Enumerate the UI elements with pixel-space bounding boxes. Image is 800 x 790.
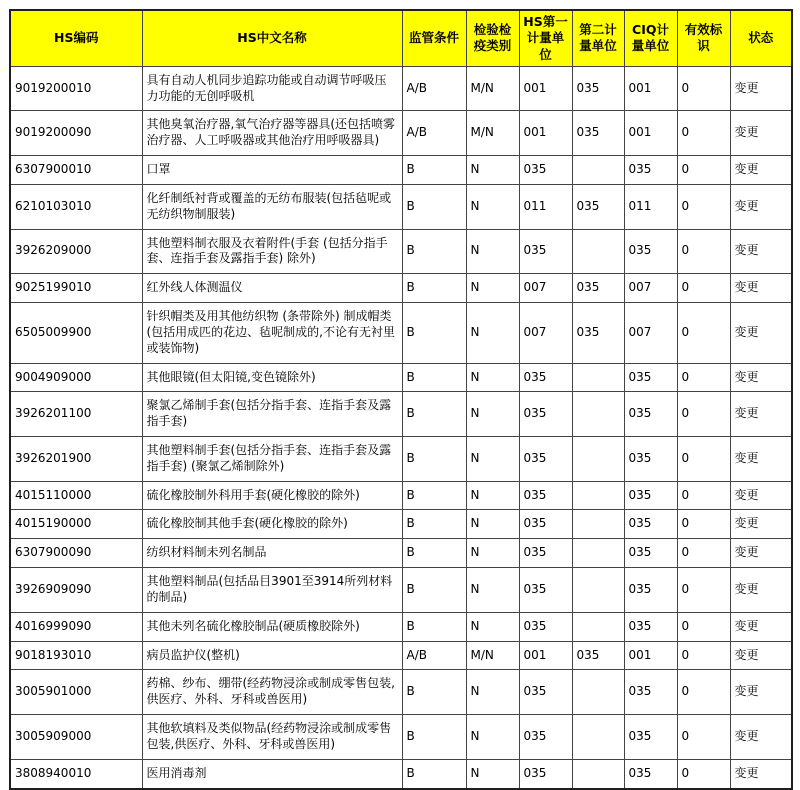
- cell-hs_unit1: 035: [519, 670, 572, 715]
- cell-hs_name: 红外线人体测温仪: [142, 274, 402, 303]
- cell-unit2: [572, 481, 624, 510]
- table-row: [10, 715, 792, 760]
- cell-inspection: N: [466, 670, 519, 715]
- cell-ciq_unit: 007: [624, 303, 677, 363]
- cell-hs_code: 6307900090: [10, 539, 142, 568]
- cell-hs_unit1: 035: [519, 759, 572, 788]
- cell-hs_name: 其他塑料制手套(包括分指手套、连指手套及露指手套) (聚氯乙烯制除外): [142, 437, 402, 482]
- cell-supervision: B: [402, 510, 466, 539]
- cell-hs_unit1: 035: [519, 392, 572, 437]
- table-row: [10, 641, 792, 670]
- cell-hs_unit1: 035: [519, 539, 572, 568]
- cell-valid_flag: 0: [677, 156, 730, 185]
- cell-valid_flag: 0: [677, 184, 730, 229]
- cell-ciq_unit: 035: [624, 229, 677, 274]
- column-header-hs_unit1: HS第一计量单位: [519, 10, 572, 66]
- table-row: [10, 437, 792, 482]
- cell-unit2: [572, 568, 624, 613]
- cell-status: 变更: [730, 715, 792, 760]
- cell-unit2: [572, 759, 624, 788]
- cell-status: 变更: [730, 184, 792, 229]
- cell-supervision: B: [402, 670, 466, 715]
- cell-status: 变更: [730, 229, 792, 274]
- table-row: [10, 568, 792, 613]
- cell-hs_name: 化纤制纸衬背或覆盖的无纺布服装(包括毡呢或无纺织物制服装): [142, 184, 402, 229]
- cell-valid_flag: 0: [677, 481, 730, 510]
- cell-status: 变更: [730, 363, 792, 392]
- cell-hs_code: 9004909000: [10, 363, 142, 392]
- cell-ciq_unit: 035: [624, 363, 677, 392]
- cell-supervision: B: [402, 156, 466, 185]
- cell-valid_flag: 0: [677, 612, 730, 641]
- cell-hs_unit1: 035: [519, 156, 572, 185]
- cell-supervision: B: [402, 481, 466, 510]
- cell-status: 变更: [730, 303, 792, 363]
- cell-supervision: B: [402, 274, 466, 303]
- cell-unit2: 035: [572, 184, 624, 229]
- cell-unit2: [572, 392, 624, 437]
- cell-status: 变更: [730, 539, 792, 568]
- cell-hs_name: 药棉、纱布、绷带(经药物浸涂或制成零售包装,供医疗、外科、牙科或兽医用): [142, 670, 402, 715]
- table-header: [10, 10, 792, 66]
- cell-inspection: M/N: [466, 641, 519, 670]
- hs-code-table: [9, 9, 793, 790]
- table-row: [10, 111, 792, 156]
- cell-status: 变更: [730, 612, 792, 641]
- cell-hs_code: 4015190000: [10, 510, 142, 539]
- cell-hs_unit1: 035: [519, 481, 572, 510]
- cell-valid_flag: 0: [677, 392, 730, 437]
- cell-hs_unit1: 001: [519, 111, 572, 156]
- cell-hs_code: 6210103010: [10, 184, 142, 229]
- cell-hs_name: 口罩: [142, 156, 402, 185]
- cell-supervision: B: [402, 612, 466, 641]
- cell-ciq_unit: 035: [624, 612, 677, 641]
- column-header-status: 状态: [730, 10, 792, 66]
- cell-hs_unit1: 035: [519, 715, 572, 760]
- cell-valid_flag: 0: [677, 539, 730, 568]
- cell-supervision: A/B: [402, 641, 466, 670]
- cell-ciq_unit: 035: [624, 568, 677, 613]
- cell-hs_unit1: 007: [519, 303, 572, 363]
- cell-hs_unit1: 011: [519, 184, 572, 229]
- table-row: [10, 156, 792, 185]
- cell-status: 变更: [730, 111, 792, 156]
- cell-status: 变更: [730, 510, 792, 539]
- cell-hs_name: 医用消毒剂: [142, 759, 402, 788]
- cell-inspection: N: [466, 481, 519, 510]
- cell-inspection: N: [466, 229, 519, 274]
- cell-ciq_unit: 035: [624, 759, 677, 788]
- cell-hs_code: 3005901000: [10, 670, 142, 715]
- cell-hs_name: 硫化橡胶制其他手套(硬化橡胶的除外): [142, 510, 402, 539]
- table-body: [10, 66, 792, 788]
- cell-hs_unit1: 035: [519, 568, 572, 613]
- cell-inspection: N: [466, 715, 519, 760]
- cell-hs_code: 9025199010: [10, 274, 142, 303]
- table-row: [10, 184, 792, 229]
- cell-ciq_unit: 001: [624, 641, 677, 670]
- cell-unit2: 035: [572, 303, 624, 363]
- cell-inspection: M/N: [466, 66, 519, 111]
- cell-valid_flag: 0: [677, 670, 730, 715]
- cell-valid_flag: 0: [677, 510, 730, 539]
- cell-unit2: 035: [572, 641, 624, 670]
- cell-ciq_unit: 035: [624, 539, 677, 568]
- table-row: [10, 759, 792, 788]
- cell-valid_flag: 0: [677, 363, 730, 392]
- cell-hs_name: 其他未列名硫化橡胶制品(硬质橡胶除外): [142, 612, 402, 641]
- cell-unit2: [572, 156, 624, 185]
- column-header-valid_flag: 有效标识: [677, 10, 730, 66]
- cell-unit2: [572, 437, 624, 482]
- cell-supervision: B: [402, 392, 466, 437]
- cell-hs_name: 针织帽类及用其他纺织物 (条带除外) 制成帽类(包括用成匹的花边、毡呢制成的,不论有无衬里或装饰物): [142, 303, 402, 363]
- cell-unit2: [572, 539, 624, 568]
- cell-status: 变更: [730, 759, 792, 788]
- cell-valid_flag: 0: [677, 437, 730, 482]
- column-header-unit2: 第二计量单位: [572, 10, 624, 66]
- cell-supervision: B: [402, 184, 466, 229]
- cell-inspection: N: [466, 759, 519, 788]
- cell-supervision: B: [402, 568, 466, 613]
- cell-inspection: N: [466, 156, 519, 185]
- cell-ciq_unit: 001: [624, 111, 677, 156]
- cell-hs_unit1: 035: [519, 510, 572, 539]
- cell-supervision: B: [402, 539, 466, 568]
- cell-valid_flag: 0: [677, 568, 730, 613]
- cell-valid_flag: 0: [677, 274, 730, 303]
- cell-status: 变更: [730, 392, 792, 437]
- column-header-inspection: 检验检疫类别: [466, 10, 519, 66]
- cell-ciq_unit: 035: [624, 510, 677, 539]
- table-row: [10, 510, 792, 539]
- table-header-row: [10, 10, 792, 66]
- cell-hs_unit1: 035: [519, 363, 572, 392]
- cell-unit2: [572, 363, 624, 392]
- cell-supervision: B: [402, 759, 466, 788]
- cell-hs_unit1: 007: [519, 274, 572, 303]
- cell-hs_unit1: 001: [519, 641, 572, 670]
- cell-valid_flag: 0: [677, 641, 730, 670]
- cell-supervision: B: [402, 303, 466, 363]
- table-row: [10, 612, 792, 641]
- cell-inspection: N: [466, 612, 519, 641]
- cell-ciq_unit: 001: [624, 66, 677, 111]
- cell-status: 变更: [730, 641, 792, 670]
- cell-unit2: [572, 510, 624, 539]
- cell-hs_code: 6505009900: [10, 303, 142, 363]
- cell-ciq_unit: 035: [624, 670, 677, 715]
- cell-hs_unit1: 035: [519, 229, 572, 274]
- cell-valid_flag: 0: [677, 303, 730, 363]
- cell-hs_code: 9019200090: [10, 111, 142, 156]
- cell-hs_name: 纺织材料制未列名制品: [142, 539, 402, 568]
- cell-ciq_unit: 007: [624, 274, 677, 303]
- cell-status: 变更: [730, 670, 792, 715]
- cell-supervision: B: [402, 363, 466, 392]
- column-header-supervision: 监管条件: [402, 10, 466, 66]
- cell-hs_name: 病员监护仪(整机): [142, 641, 402, 670]
- cell-inspection: N: [466, 568, 519, 613]
- cell-hs_code: 4015110000: [10, 481, 142, 510]
- column-header-ciq_unit: CIQ计量单位: [624, 10, 677, 66]
- cell-unit2: [572, 715, 624, 760]
- cell-inspection: N: [466, 363, 519, 392]
- cell-unit2: 035: [572, 66, 624, 111]
- cell-unit2: 035: [572, 274, 624, 303]
- cell-inspection: N: [466, 392, 519, 437]
- cell-hs_name: 其他眼镜(但太阳镜,变色镜除外): [142, 363, 402, 392]
- table-row: [10, 539, 792, 568]
- cell-hs_unit1: 001: [519, 66, 572, 111]
- cell-valid_flag: 0: [677, 66, 730, 111]
- table-row: [10, 363, 792, 392]
- cell-inspection: N: [466, 184, 519, 229]
- cell-status: 变更: [730, 156, 792, 185]
- cell-hs_name: 具有自动人机同步追踪功能或自动调节呼吸压力功能的无创呼吸机: [142, 66, 402, 111]
- cell-valid_flag: 0: [677, 111, 730, 156]
- cell-status: 变更: [730, 481, 792, 510]
- cell-ciq_unit: 035: [624, 437, 677, 482]
- cell-hs_name: 其他塑料制品(包括品目3901至3914所列材料的制品): [142, 568, 402, 613]
- cell-hs_code: 6307900010: [10, 156, 142, 185]
- cell-unit2: [572, 670, 624, 715]
- cell-hs_code: 3926909090: [10, 568, 142, 613]
- cell-hs_unit1: 035: [519, 437, 572, 482]
- cell-unit2: 035: [572, 111, 624, 156]
- cell-supervision: A/B: [402, 111, 466, 156]
- table-row: [10, 274, 792, 303]
- cell-ciq_unit: 011: [624, 184, 677, 229]
- cell-supervision: B: [402, 437, 466, 482]
- cell-inspection: N: [466, 303, 519, 363]
- cell-hs_name: 其他塑料制衣服及衣着附件(手套 (包括分指手套、连指手套及露指手套) 除外): [142, 229, 402, 274]
- table-row: [10, 303, 792, 363]
- cell-hs_code: 4016999090: [10, 612, 142, 641]
- cell-hs_name: 其他臭氧治疗器,氧气治疗器等器具(还包括喷雾治疗器、人工呼吸器或其他治疗用呼吸器具): [142, 111, 402, 156]
- cell-hs_unit1: 035: [519, 612, 572, 641]
- cell-status: 变更: [730, 66, 792, 111]
- cell-hs_code: 3808940010: [10, 759, 142, 788]
- cell-inspection: N: [466, 510, 519, 539]
- cell-ciq_unit: 035: [624, 392, 677, 437]
- table-row: [10, 392, 792, 437]
- cell-hs_code: 3926201900: [10, 437, 142, 482]
- cell-hs_code: 9018193010: [10, 641, 142, 670]
- cell-supervision: B: [402, 715, 466, 760]
- cell-hs_code: 3926201100: [10, 392, 142, 437]
- cell-supervision: B: [402, 229, 466, 274]
- cell-status: 变更: [730, 437, 792, 482]
- cell-inspection: M/N: [466, 111, 519, 156]
- table-row: [10, 66, 792, 111]
- cell-valid_flag: 0: [677, 759, 730, 788]
- cell-inspection: N: [466, 539, 519, 568]
- cell-status: 变更: [730, 274, 792, 303]
- table-row: [10, 481, 792, 510]
- cell-inspection: N: [466, 274, 519, 303]
- cell-inspection: N: [466, 437, 519, 482]
- cell-hs_code: 3005909000: [10, 715, 142, 760]
- cell-hs_name: 其他软填料及类似物品(经药物浸涂或制成零售包装,供医疗、外科、牙科或兽医用): [142, 715, 402, 760]
- cell-valid_flag: 0: [677, 229, 730, 274]
- cell-ciq_unit: 035: [624, 715, 677, 760]
- cell-status: 变更: [730, 568, 792, 613]
- cell-unit2: [572, 612, 624, 641]
- table-row: [10, 670, 792, 715]
- column-header-hs_name: HS中文名称: [142, 10, 402, 66]
- cell-hs_code: 9019200010: [10, 66, 142, 111]
- cell-hs_name: 聚氯乙烯制手套(包括分指手套、连指手套及露指手套): [142, 392, 402, 437]
- cell-ciq_unit: 035: [624, 156, 677, 185]
- cell-hs_name: 硫化橡胶制外科用手套(硬化橡胶的除外): [142, 481, 402, 510]
- cell-valid_flag: 0: [677, 715, 730, 760]
- table-row: [10, 229, 792, 274]
- cell-hs_code: 3926209000: [10, 229, 142, 274]
- column-header-hs_code: HS编码: [10, 10, 142, 66]
- cell-ciq_unit: 035: [624, 481, 677, 510]
- cell-supervision: A/B: [402, 66, 466, 111]
- cell-unit2: [572, 229, 624, 274]
